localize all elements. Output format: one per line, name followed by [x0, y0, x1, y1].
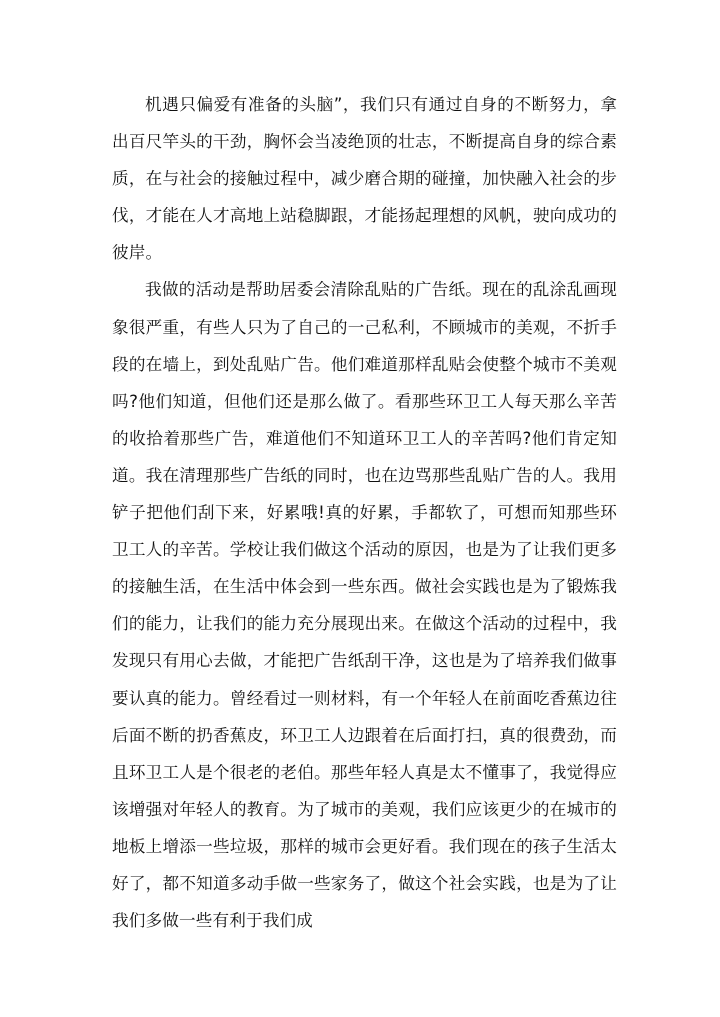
- paragraph-opportunity: 机遇只偏爱有准备的头脑”，我们只有通过自身的不断努力，拿出百尺竿头的干劲，胸怀会当凌绝顶的壮志，不断提高自身的综合素质，在与社会的接触过程中，减少磨合期的碰撞，加快融入社会的步伐，才能在人才高地上站稳脚跟，才能扬起理想的风帆，驶向成功的彼岸。: [112, 95, 617, 263]
- document-body: [112, 86, 617, 939]
- paragraph-activity: 我做的活动是帮助居委会清除乱贴的广告纸。现在的乱涂乱画现象很严重，有些人只为了自己的一己私利，不顾城市的美观，不折手段的在墙上，到处乱贴广告。他们难道那样乱贴会使整个城市不美观吗?他们知道，但他们还是那么做了。看那些环卫工人每天那么辛苦的收拾着那些广告，难道他们不知道环卫工人的辛苦吗?他们肯定知道。我在清理那些广告纸的同时，也在边骂那些乱贴广告的人。我用铲子把他们刮下来，好累哦!真的好累，手都软了，可想而知那些环卫工人的辛苦。学校让我们做这个活动的原因，也是为了让我们更多的接触生活，在生活中体会到一些东西。做社会实践也是为了锻炼我们的能力，让我们的能力充分展现出来。在做这个活动的过程中，我发现只有用心去做，才能把广告纸刮干净，这也是为了培养我们做事要认真的能力。曾经看过一则材料，有一个年轻人在前面吃香蕉边往后面不断的扔香蕉皮，环卫工人边跟着在后面打扫，真的很费劲，而且环卫工人是个很老的老伯。那些年轻人真是太不懂事了，我觉得应该增强对年轻人的教育。为了城市的美观，我们应该更少的在城市的地板上增添一些垃圾，那样的城市会更好看。我们现在的孩子生活太好了，都不知道多动手做一些家务了，做这个社会实践，也是为了让我们多做一些有利于我们成: [112, 280, 617, 931]
